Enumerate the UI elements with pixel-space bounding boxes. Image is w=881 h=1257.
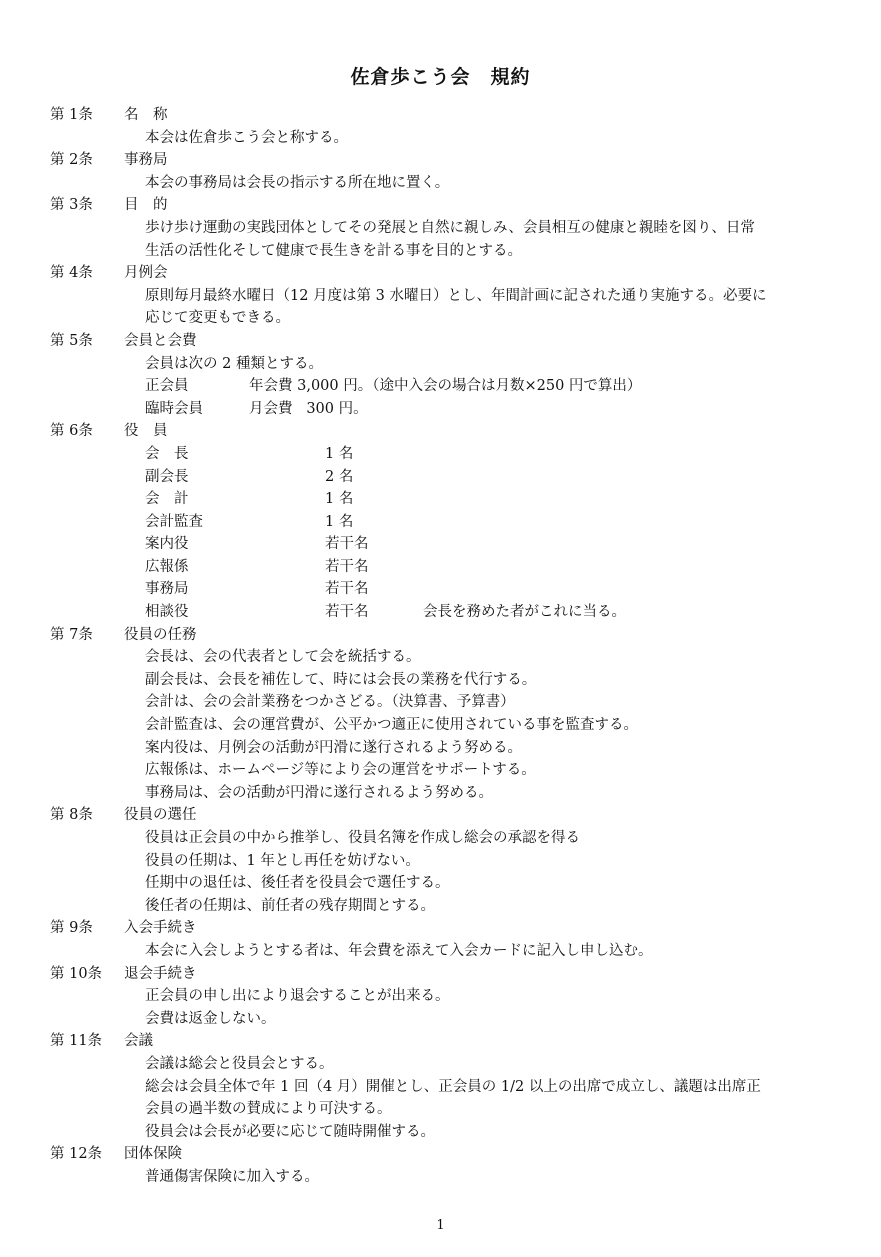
article-number: 第 3条 xyxy=(50,197,93,214)
officer-count: 若干名 xyxy=(325,536,369,553)
article-line: 応じて変更もできる。 xyxy=(145,310,290,327)
article-5 xyxy=(50,330,840,420)
article-line: 普通傷害保険に加入する。 xyxy=(145,1168,319,1185)
article-10 xyxy=(50,963,840,1031)
article-line: 役員は正会員の中から推挙し、役員名簿を作成し総会の承認を得る xyxy=(145,830,580,846)
officer-role: 案内役 xyxy=(145,536,189,553)
page-title: 佐倉歩こう会 規約 xyxy=(350,66,531,88)
officer-row xyxy=(145,533,840,556)
article-title: 目 的 xyxy=(124,197,168,214)
officer-role: 会計監査 xyxy=(145,513,203,530)
article-1 xyxy=(50,104,840,149)
article-line: 会費は返金しない。 xyxy=(145,1010,276,1027)
article-line: 副会長は、会長を補佐して、時には会長の業務を代行する。 xyxy=(145,671,537,688)
article-number: 第 1条 xyxy=(50,107,93,123)
officer-row xyxy=(145,443,840,466)
page-number: 1 xyxy=(436,1218,445,1233)
article-number: 第 5条 xyxy=(50,332,93,349)
article-title: 会議 xyxy=(124,1033,153,1050)
officer-row xyxy=(145,556,840,579)
article-line: 会計は、会の会計業務をつかさどる。（決算書、予算書） xyxy=(145,694,515,711)
document-body xyxy=(50,104,840,1189)
article-6 xyxy=(50,420,840,623)
officer-role: 事務局 xyxy=(145,581,189,598)
article-line: 任期中の退任は、後任者を役員会で選任する。 xyxy=(145,875,450,892)
article-line: 後任者の任期は、前任者の残存期間とする。 xyxy=(145,897,435,914)
article-number: 第 8条 xyxy=(50,807,93,824)
officer-note: 会長を務めた者がこれに当る。 xyxy=(423,604,626,621)
article-line: 会長は、会の代表者として会を統括する。 xyxy=(145,649,421,666)
member-type: 正会員 xyxy=(145,378,189,395)
article-line: 案内役は、月例会の活動が円滑に遂行されるよう努める。 xyxy=(145,739,522,756)
officer-count: 若干名 xyxy=(325,558,369,575)
article-number: 第 7条 xyxy=(50,626,93,643)
officer-count: 2 名 xyxy=(325,468,354,485)
article-number: 第 6条 xyxy=(50,423,93,440)
article-4 xyxy=(50,262,840,330)
article-title: 役員の選任 xyxy=(124,807,197,824)
article-line: 広報係は、ホームページ等により会の運営をサポートする。 xyxy=(145,762,536,779)
article-title: 退会手続き xyxy=(124,965,197,982)
member-type: 臨時会員 xyxy=(145,400,203,417)
article-number: 第 10条 xyxy=(50,965,103,982)
article-line: 役員の任期は、1 年とし再任を妨げない。 xyxy=(145,852,420,869)
article-line: 正会員の申し出により退会することが出来る。 xyxy=(145,988,450,1005)
officer-row xyxy=(145,488,840,511)
fee-row xyxy=(145,398,840,421)
fee-amount: 300 円。 xyxy=(306,400,368,417)
article-title: 役員の任務 xyxy=(124,626,197,643)
article-line: 総会は会員全体で年 1 回（4 月）開催とし、正会員の 1/2 以上の出席で成立し、議題は出席正 xyxy=(145,1078,761,1095)
article-number: 第 4条 xyxy=(50,265,93,282)
article-line: 会議は総会と役員会とする。 xyxy=(145,1055,334,1072)
article-title: 団体保険 xyxy=(124,1146,182,1163)
article-number: 第 11条 xyxy=(50,1033,103,1050)
fee-label: 月会費 xyxy=(249,400,293,417)
officer-role: 副会長 xyxy=(145,468,189,485)
officer-row xyxy=(145,601,840,624)
fee-row xyxy=(145,375,840,398)
article-line: 本会に入会しようとする者は、年会費を添えて入会カードに記入し申し込む。 xyxy=(145,942,653,959)
article-line: 生活の活性化そして健康で長生きを計る事を目的とする。 xyxy=(145,242,522,259)
officer-role: 会 計 xyxy=(145,491,189,508)
article-number: 第 12条 xyxy=(50,1146,103,1163)
officer-count: 1 名 xyxy=(325,513,354,530)
article-12 xyxy=(50,1143,840,1188)
officer-role: 相談役 xyxy=(145,604,189,621)
officer-row xyxy=(145,466,840,489)
officer-row xyxy=(145,578,840,601)
article-line: 本会の事務局は会長の指示する所在地に置く。 xyxy=(145,174,450,191)
article-title: 月例会 xyxy=(124,265,168,282)
article-title: 役 員 xyxy=(124,423,168,440)
officer-row xyxy=(145,511,840,534)
fee-label: 年会費 xyxy=(249,378,293,395)
article-8 xyxy=(50,804,840,917)
article-title: 事務局 xyxy=(124,152,168,169)
article-title: 会員と会費 xyxy=(124,332,197,349)
article-2 xyxy=(50,149,840,194)
officer-count: 若干名 xyxy=(325,604,369,621)
article-3 xyxy=(50,194,840,262)
article-7 xyxy=(50,624,840,805)
article-title: 名 称 xyxy=(124,107,168,123)
article-line: 会計監査は、会の運営費が、公平かつ適正に使用されている事を監査する。 xyxy=(145,717,638,734)
officer-role: 広報係 xyxy=(145,558,189,575)
article-9 xyxy=(50,917,840,962)
article-line: 歩け歩け運動の実践団体としてその発展と自然に親しみ、会員相互の健康と親睦を図り、日常 xyxy=(145,219,755,236)
article-11 xyxy=(50,1030,840,1143)
article-line: 本会は佐倉歩こう会と称する。 xyxy=(145,129,348,146)
article-line: 事務局は、会の活動が円滑に遂行されるよう努める。 xyxy=(145,784,493,801)
fee-amount: 3,000 円。（途中入会の場合は月数×250 円で算出） xyxy=(297,378,642,395)
officer-role: 会 長 xyxy=(145,445,189,462)
officer-count: 1 名 xyxy=(325,491,354,508)
article-line: 会員の過半数の賛成により可決する。 xyxy=(145,1101,392,1118)
article-line: 役員会は会長が必要に応じて随時開催する。 xyxy=(145,1123,435,1140)
article-title: 入会手続き xyxy=(124,920,197,937)
officer-count: 1 名 xyxy=(325,445,354,462)
article-number: 第 9条 xyxy=(50,920,93,937)
officer-count: 若干名 xyxy=(325,581,369,598)
article-number: 第 2条 xyxy=(50,152,93,169)
article-line: 会員は次の 2 種類とする。 xyxy=(145,355,323,372)
article-line: 原則毎月最終水曜日（12 月度は第 3 水曜日）とし、年間計画に記された通り実施する。必要に xyxy=(145,287,767,304)
